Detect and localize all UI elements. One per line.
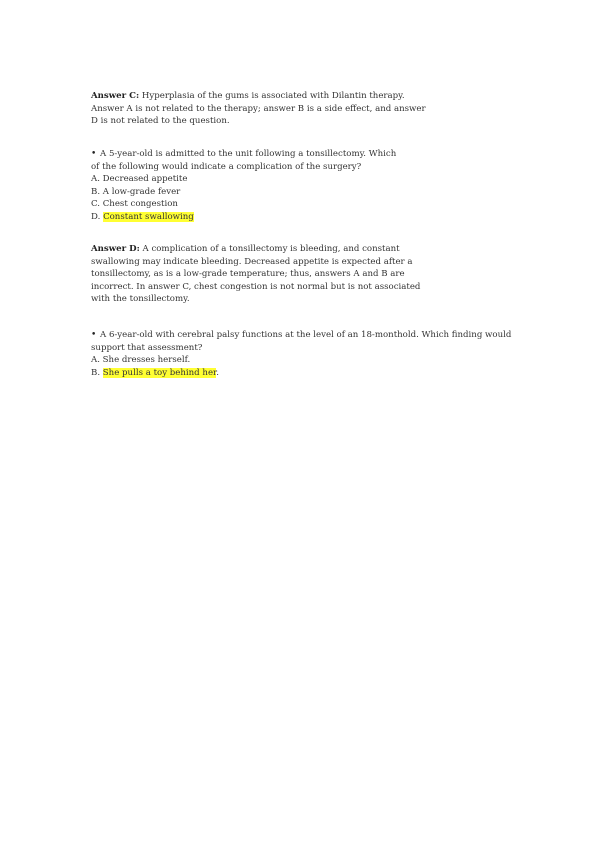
- answer-c-line: Answer A is not related to the therapy; answer B is a side effect, and answer: [91, 103, 426, 114]
- question-2: [91, 329, 531, 379]
- question-1-option-d: [91, 211, 531, 224]
- option-d-prefix: D.: [91, 211, 101, 222]
- question-2-stem-text: A 6-year-old with cerebral palsy functions at the level of an 18-monthold. Which finding would: [100, 330, 512, 340]
- answer-d-first-text: A complication of a tonsillectomy is bleeding, and constant: [142, 244, 400, 254]
- answer-d-rationale: [91, 243, 531, 306]
- question-1-option-a: A. Decreased appetite: [91, 174, 188, 184]
- answer-c-first-line: [91, 90, 531, 103]
- question-1-option-b: B. A low-grade fever: [91, 186, 181, 197]
- highlighted-answer: She pulls a toy behind her: [102, 367, 217, 378]
- highlighted-answer: Constant swallowing: [103, 211, 194, 222]
- answer-c-line: D is not related to the question.: [91, 116, 230, 126]
- question-2-stem-line-2: support that assessment?: [91, 342, 203, 353]
- question-2-stem-line-1: [91, 329, 531, 342]
- question-1-stem-line-2: of the following would indicate a complication of the surgery?: [91, 161, 362, 172]
- option-b-suffix: .: [216, 367, 219, 378]
- question-2-option-b: [91, 367, 531, 380]
- answer-d-line: with the tonsillectomy.: [91, 294, 190, 304]
- bullet-icon: •: [91, 330, 97, 340]
- answer-c-label: Answer C:: [91, 91, 140, 101]
- answer-d-first-line: [91, 243, 531, 256]
- question-2-option-a: A. She dresses herself.: [91, 355, 191, 365]
- answer-d-line: incorrect. In answer C, chest congestion is not normal but is not associated: [91, 281, 421, 292]
- question-1-option-c: C. Chest congestion: [91, 199, 178, 209]
- answer-c-first-text: Hyperplasia of the gums is associated with Dilantin therapy.: [141, 91, 405, 101]
- bullet-icon: •: [91, 149, 97, 159]
- answer-d-label: Answer D:: [91, 244, 140, 254]
- answer-d-line: tonsillectomy, as is a low-grade temperature; thus, answers A and B are: [91, 269, 405, 279]
- question-1-stem-text: A 5-year-old is admitted to the unit following a tonsillectomy. Which: [100, 149, 397, 159]
- option-b-prefix: B.: [91, 367, 101, 378]
- answer-d-line: swallowing may indicate bleeding. Decreased appetite is expected after a: [91, 256, 413, 267]
- question-1-stem-line-1: [91, 148, 531, 161]
- answer-c-rationale: [91, 90, 531, 128]
- question-1: [91, 148, 531, 223]
